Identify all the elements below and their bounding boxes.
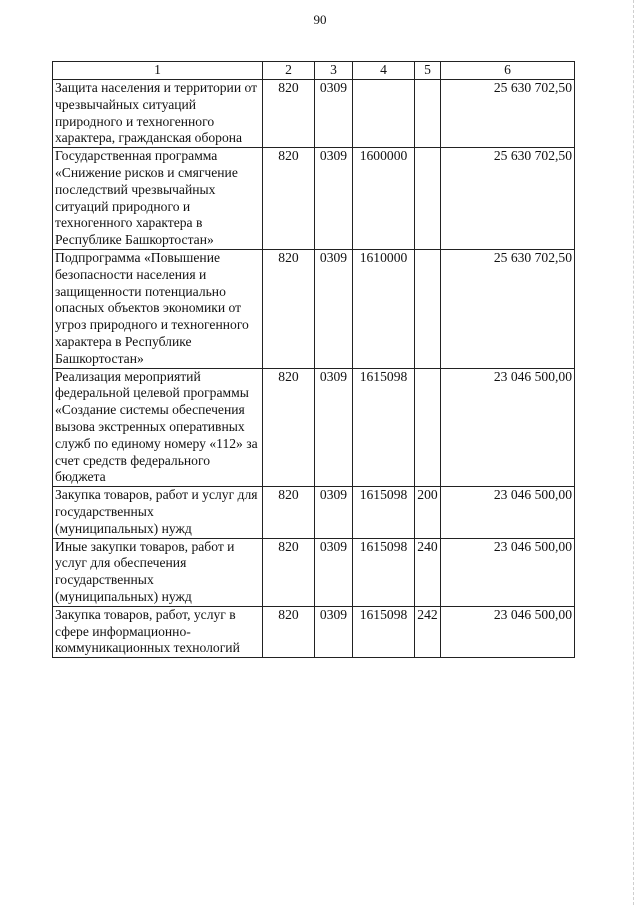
row-name-cell: Реализация мероприятий федеральной целевой программы «Создание системы обеспечения вызова экстренных оперативных служб по единому номеру «112» за счет средств федерального бюджета (53, 368, 263, 487)
budget-table (52, 61, 575, 658)
row-name-cell: Закупка товаров, работ и услуг для государственных (муниципальных) нужд (53, 487, 263, 538)
row-col3-cell: 0309 (315, 148, 353, 250)
row-col3-cell: 0309 (315, 249, 353, 368)
row-col2-cell: 820 (263, 148, 315, 250)
row-col5-cell (415, 249, 441, 368)
row-col4-cell (353, 80, 415, 148)
column-header: 4 (353, 62, 415, 80)
table-row (53, 368, 575, 487)
row-col5-cell (415, 148, 441, 250)
row-col4-cell: 1615098 (353, 487, 415, 538)
table-row (53, 249, 575, 368)
row-col3-cell: 0309 (315, 487, 353, 538)
row-col3-cell: 0309 (315, 80, 353, 148)
row-col2-cell: 820 (263, 487, 315, 538)
table-header-row (53, 62, 575, 80)
row-col2-cell: 820 (263, 538, 315, 606)
row-amount-cell: 23 046 500,00 (441, 606, 575, 657)
row-col5-cell: 240 (415, 538, 441, 606)
row-name-cell: Защита населения и территории от чрезвычайных ситуаций природного и техногенного характера, гражданская оборона (53, 80, 263, 148)
row-name-cell: Иные закупки товаров, работ и услуг для обеспечения государственных (муниципальных) нужд (53, 538, 263, 606)
row-col5-cell (415, 368, 441, 487)
row-col2-cell: 820 (263, 368, 315, 487)
row-col3-cell: 0309 (315, 606, 353, 657)
row-col3-cell: 0309 (315, 368, 353, 487)
row-col2-cell: 820 (263, 606, 315, 657)
row-col4-cell: 1615098 (353, 538, 415, 606)
row-amount-cell: 23 046 500,00 (441, 368, 575, 487)
table-row (53, 148, 575, 250)
row-amount-cell: 25 630 702,50 (441, 80, 575, 148)
row-amount-cell: 23 046 500,00 (441, 538, 575, 606)
row-col4-cell: 1600000 (353, 148, 415, 250)
row-col5-cell: 200 (415, 487, 441, 538)
column-header: 5 (415, 62, 441, 80)
row-col4-cell: 1615098 (353, 368, 415, 487)
column-header: 3 (315, 62, 353, 80)
row-col2-cell: 820 (263, 249, 315, 368)
binding-edge-line (632, 0, 634, 905)
row-col5-cell (415, 80, 441, 148)
column-header: 1 (53, 62, 263, 80)
row-col4-cell: 1610000 (353, 249, 415, 368)
row-name-cell: Государственная программа «Снижение рисков и смягчение последствий чрезвычайных ситуаций природного и техногенного характера в Республике Башкортостан» (53, 148, 263, 250)
row-col4-cell: 1615098 (353, 606, 415, 657)
page-number: 90 (313, 12, 327, 27)
row-amount-cell: 25 630 702,50 (441, 249, 575, 368)
table-row (53, 487, 575, 538)
row-col3-cell: 0309 (315, 538, 353, 606)
row-name-cell: Подпрограмма «Повышение безопасности населения и защищенности потенциально опасных объектов экономики от угроз природного и техногенного характера в Республике Башкортостан» (53, 249, 263, 368)
row-col5-cell: 242 (415, 606, 441, 657)
table-row (53, 80, 575, 148)
row-name-cell: Закупка товаров, работ, услуг в сфере информационно-коммуникационных технологий (53, 606, 263, 657)
column-header: 2 (263, 62, 315, 80)
table-row (53, 538, 575, 606)
row-col2-cell: 820 (263, 80, 315, 148)
row-amount-cell: 25 630 702,50 (441, 148, 575, 250)
table-row (53, 606, 575, 657)
row-amount-cell: 23 046 500,00 (441, 487, 575, 538)
column-header: 6 (441, 62, 575, 80)
